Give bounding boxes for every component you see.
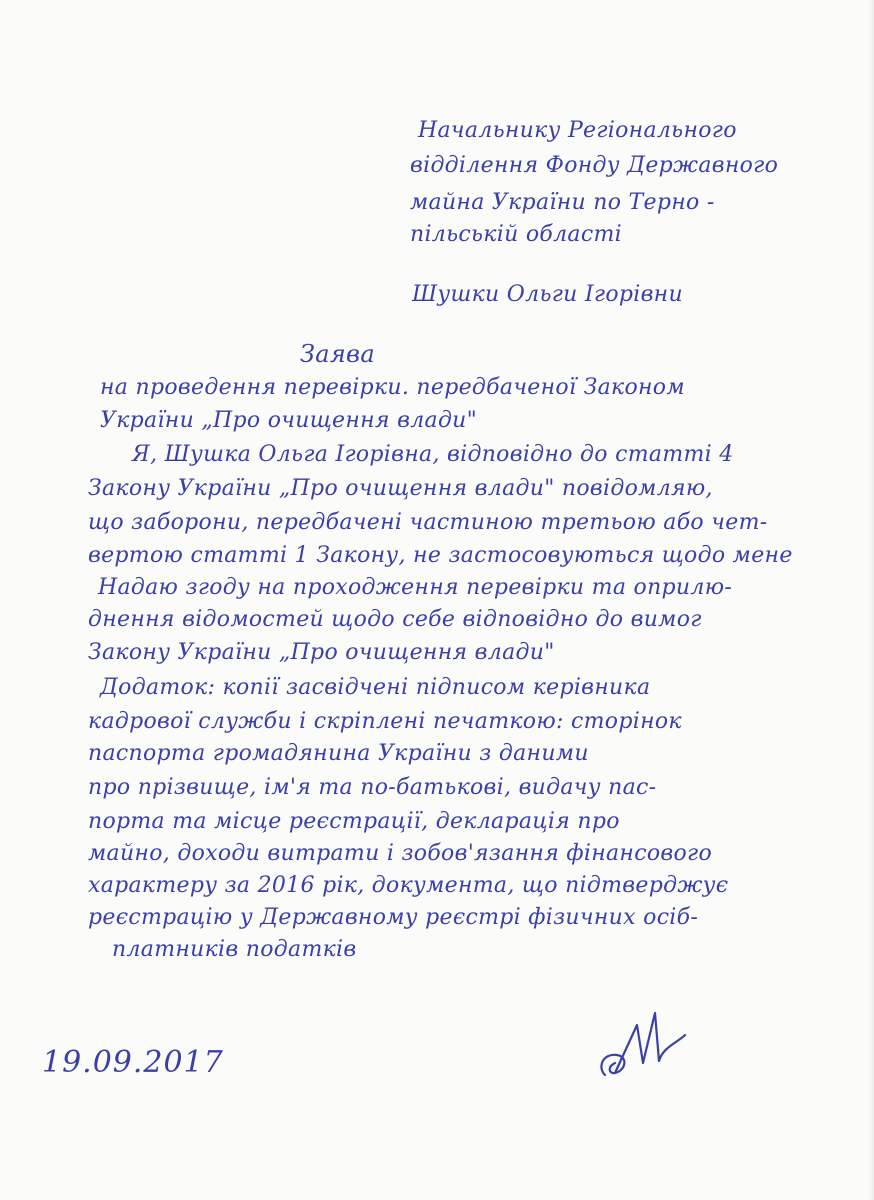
body-line: кадрової служби і скріплені печаткою: сторінок xyxy=(88,709,682,734)
paper-edge-shadow xyxy=(868,0,874,1200)
body-line: вертою статті 1 Закону, не застосовуються щодо мене xyxy=(88,543,793,568)
body-line: Надаю згоду на проходження перевірки та оприлю- xyxy=(98,575,733,600)
title-subtitle-line: України „Про очищення влади" xyxy=(100,408,478,433)
body-line: майно, доходи витрати і зобов'язання фінансового xyxy=(88,841,713,866)
addressee-line: відділення Фонду Державного xyxy=(410,153,779,178)
body-line: Додаток: копії засвідчені підписом керівника xyxy=(100,675,651,700)
body-line: паспорта громадянина України з даними xyxy=(88,741,589,766)
body-line: платників податків xyxy=(112,937,357,962)
body-line: реєстрацію у Державному реєстрі фізичних осіб- xyxy=(88,905,699,930)
body-line: днення відомостей щодо себе відповідно до вимог xyxy=(88,607,702,632)
title-heading: Заява xyxy=(300,340,375,368)
document-date: 19.09.2017 xyxy=(42,1045,224,1080)
signature-icon xyxy=(585,1005,695,1090)
body-line: Я, Шушка Ольга Ігорівна, відповідно до статті 4 xyxy=(132,442,734,467)
addressee-line: майна України по Терно - xyxy=(410,190,715,215)
addressee-line: Начальнику Регіонального xyxy=(418,118,737,143)
title-subtitle-line: на проведення перевірки. передбаченої Законом xyxy=(100,375,685,400)
body-line: Закону України „Про очищення влади" xyxy=(88,640,555,665)
body-line: що заборони, передбачені частиною третьою або чет- xyxy=(88,510,768,535)
applicant-name: Шушки Ольги Ігорівни xyxy=(412,282,683,307)
body-line: Закону України „Про очищення влади" повідомляю, xyxy=(88,476,713,501)
body-line: про прізвище, ім'я та по-батькові, видачу пас- xyxy=(88,775,657,800)
body-line: характеру за 2016 рік, документа, що підтверджує xyxy=(88,873,729,898)
addressee-line: пільській області xyxy=(410,222,622,247)
body-line: порта та місце реєстрації, декларація про xyxy=(88,809,620,834)
